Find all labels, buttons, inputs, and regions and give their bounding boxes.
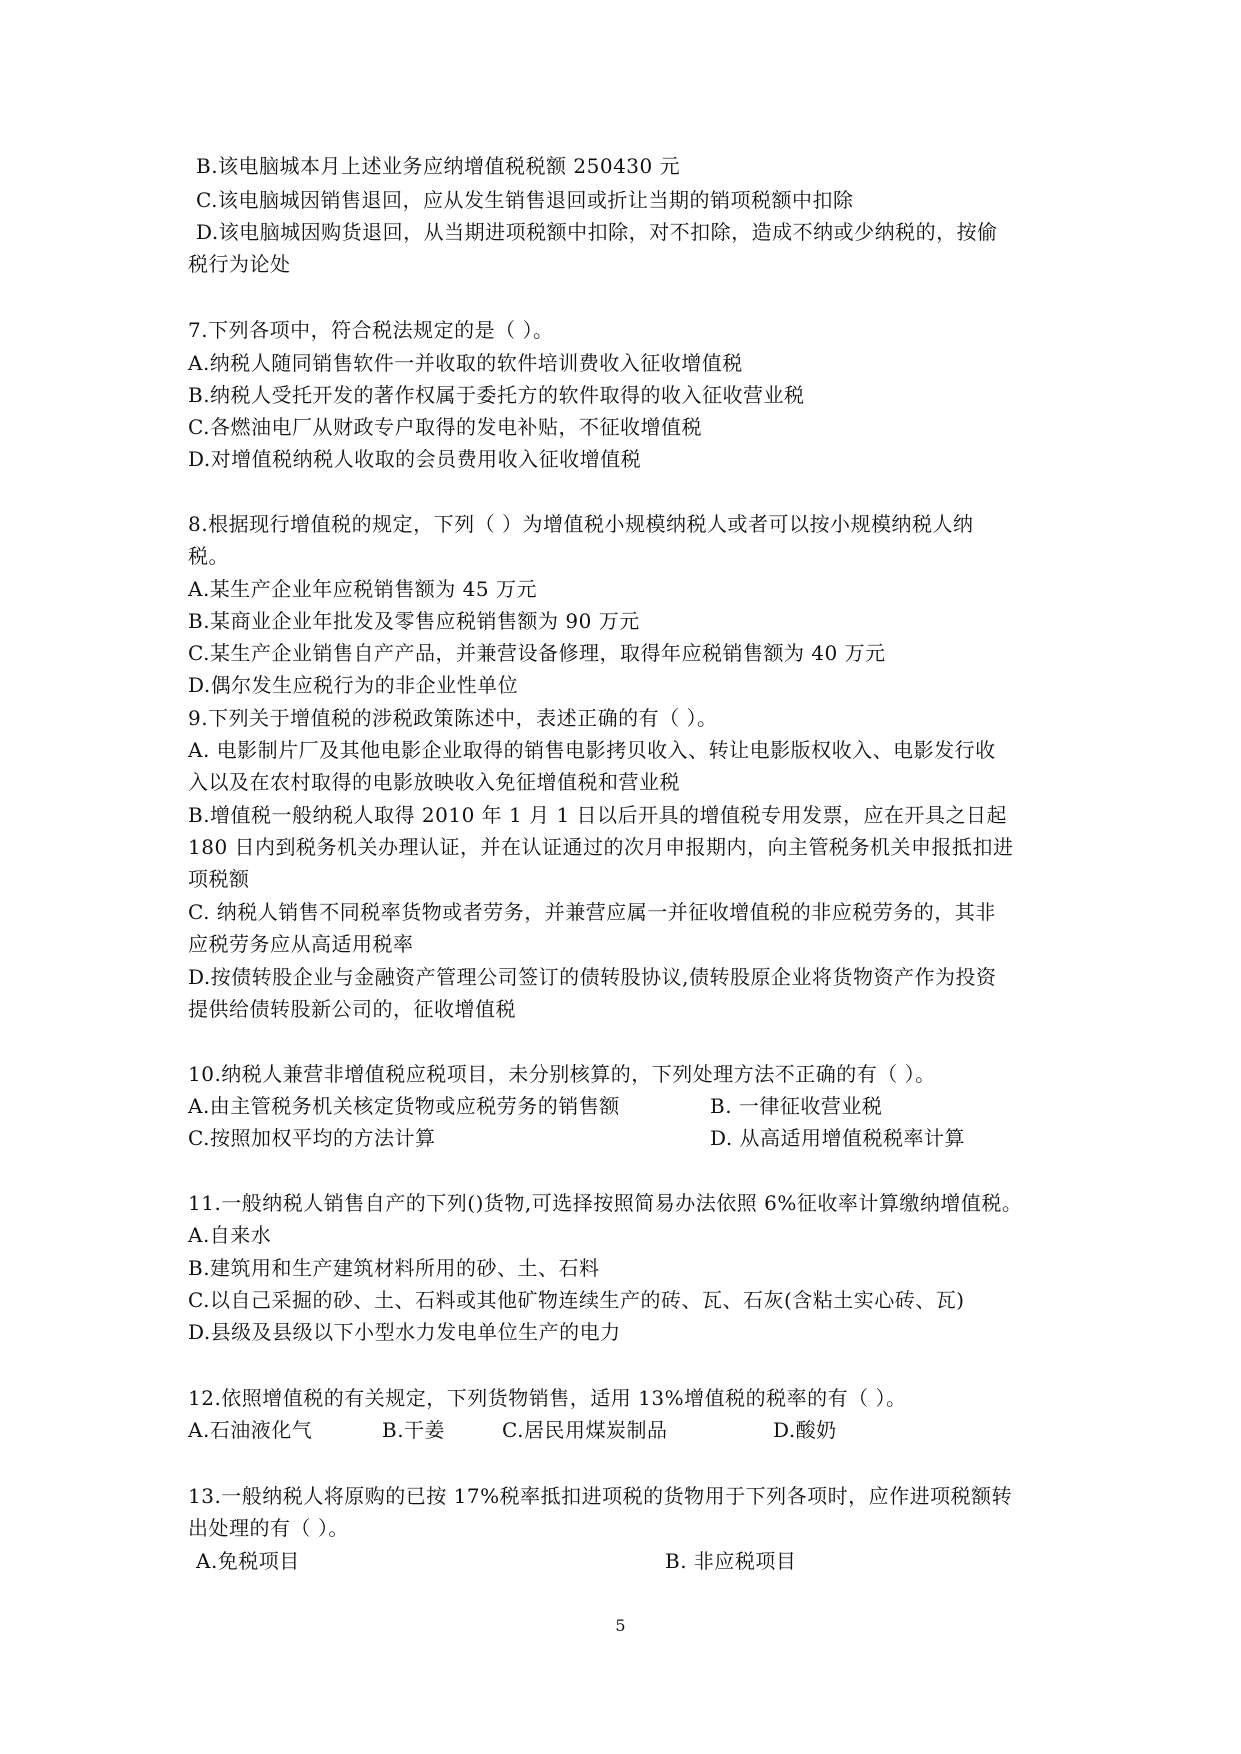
q8-option-b: B.某商业企业年批发及零售应税销售额为 90 万元 <box>188 609 640 633</box>
q9-option-d-line2: 提供给债转股新公司的，征收增值税 <box>188 997 516 1021</box>
q8-option-d: D.偶尔发生应税行为的非企业性单位 <box>188 673 519 697</box>
q13-stem-line2: 出处理的有（ ）。 <box>188 1516 349 1540</box>
q13-option-b: B. 非应税项目 <box>665 1549 797 1573</box>
q11-option-a: A.自来水 <box>188 1223 272 1247</box>
q9-option-a-line2: 入以及在农村取得的电影放映收入免征增值税和营业税 <box>188 770 680 794</box>
q8-stem-line1: 8.根据现行增值税的规定，下列（ ）为增值税小规模纳税人或者可以按小规模纳税人纳 <box>188 512 974 536</box>
q12-stem: 12.依照增值税的有关规定，下列货物销售，适用 13%增值税的税率的有（ ）。 <box>188 1386 907 1410</box>
q8-option-a: A.某生产企业年应税销售额为 45 万元 <box>188 577 537 601</box>
q11-option-b: B.建筑用和生产建筑材料所用的砂、土、石料 <box>188 1256 600 1280</box>
q9-option-d-line1: D.按债转股企业与金融资产管理公司签订的债转股协议,债转股原企业将货物资产作为投资 <box>188 965 997 989</box>
q7-option-c: C.各燃油电厂从财政专户取得的发电补贴，不征收增值税 <box>188 415 702 439</box>
q8-stem-line2: 税。 <box>188 544 229 568</box>
q6-option-b: B.该电脑城本月上述业务应纳增值税税额 250430 元 <box>196 154 681 178</box>
q11-stem: 11.一般纳税人销售自产的下列()货物,可选择按照简易办法依照 6%征收率计算缴纳增值税。 <box>188 1191 1023 1215</box>
q10-option-a: A.由主管税务机关核定货物或应税劳务的销售额 <box>188 1094 620 1118</box>
q10-option-c: C.按照加权平均的方法计算 <box>188 1126 436 1150</box>
q13-stem-line1: 13.一般纳税人将原购的已按 17%税率抵扣进项税的货物用于下列各项时，应作进项税额转 <box>188 1484 1013 1508</box>
q8-option-c: C.某生产企业销售自产产品，并兼营设备修理，取得年应税销售额为 40 万元 <box>188 641 886 665</box>
q12-option-d: D.酸奶 <box>773 1418 837 1442</box>
q7-stem: 7.下列各项中，符合税法规定的是（ ）。 <box>188 318 554 342</box>
q11-option-c: C.以自己采掘的砂、土、石料或其他矿物连续生产的砖、瓦、石灰(含粘土实心砖、瓦) <box>188 1288 965 1312</box>
q12-option-a: A.石油液化气 <box>188 1418 313 1442</box>
q6-option-c: C.该电脑城因销售退回，应从发生销售退回或折让当期的销项税额中扣除 <box>196 188 854 212</box>
q7-option-a: A.纳税人随同销售软件一并收取的软件培训费收入征收增值税 <box>188 351 743 375</box>
q13-option-a: A.免税项目 <box>196 1549 300 1573</box>
q10-stem: 10.纳税人兼营非增值税应税项目，未分别核算的，下列处理方法不正确的有（ ）。 <box>188 1062 936 1086</box>
q12-option-b: B.干姜 <box>382 1418 446 1442</box>
q9-option-b-line3: 项税额 <box>188 867 250 891</box>
q10-option-b: B. 一律征收营业税 <box>710 1094 883 1118</box>
q6-option-d-line2: 税行为论处 <box>188 252 291 276</box>
q7-option-d: D.对增值税纳税人收取的会员费用收入征收增值税 <box>188 447 642 471</box>
q9-option-c-line1: C. 纳税人销售不同税率货物或者劳务，并兼营应属一并征收增值税的非应税劳务的，其非 <box>188 900 996 924</box>
q9-option-b-line2: 180 日内到税务机关办理认证，并在认证通过的次月申报期内，向主管税务机关申报抵扣进 <box>188 835 1014 859</box>
page-number: 5 <box>615 1616 626 1635</box>
q9-stem: 9.下列关于增值税的涉税政策陈述中，表述正确的有（ ）。 <box>188 706 718 730</box>
q9-option-c-line2: 应税劳务应从高适用税率 <box>188 932 414 956</box>
q12-option-c: C.居民用煤炭制品 <box>502 1418 668 1442</box>
q7-option-b: B.纳税人受托开发的著作权属于委托方的软件取得的收入征收营业税 <box>188 383 805 407</box>
q9-option-b-line1: B.增值税一般纳税人取得 2010 年 1 月 1 日以后开具的增值税专用发票，应在开具之日起 <box>188 803 1008 827</box>
q11-option-d: D.县级及县级以下小型水力发电单位生产的电力 <box>188 1320 621 1344</box>
q9-option-a-line1: A. 电影制片厂及其他电影企业取得的销售电影拷贝收入、转让电影版权收入、电影发行收 <box>188 738 996 762</box>
q10-option-d: D. 从高适用增值税税率计算 <box>710 1126 966 1150</box>
q6-option-d-line1: D.该电脑城因购货退回，从当期进项税额中扣除，对不扣除，造成不纳或少纳税的，按偷 <box>196 220 998 244</box>
